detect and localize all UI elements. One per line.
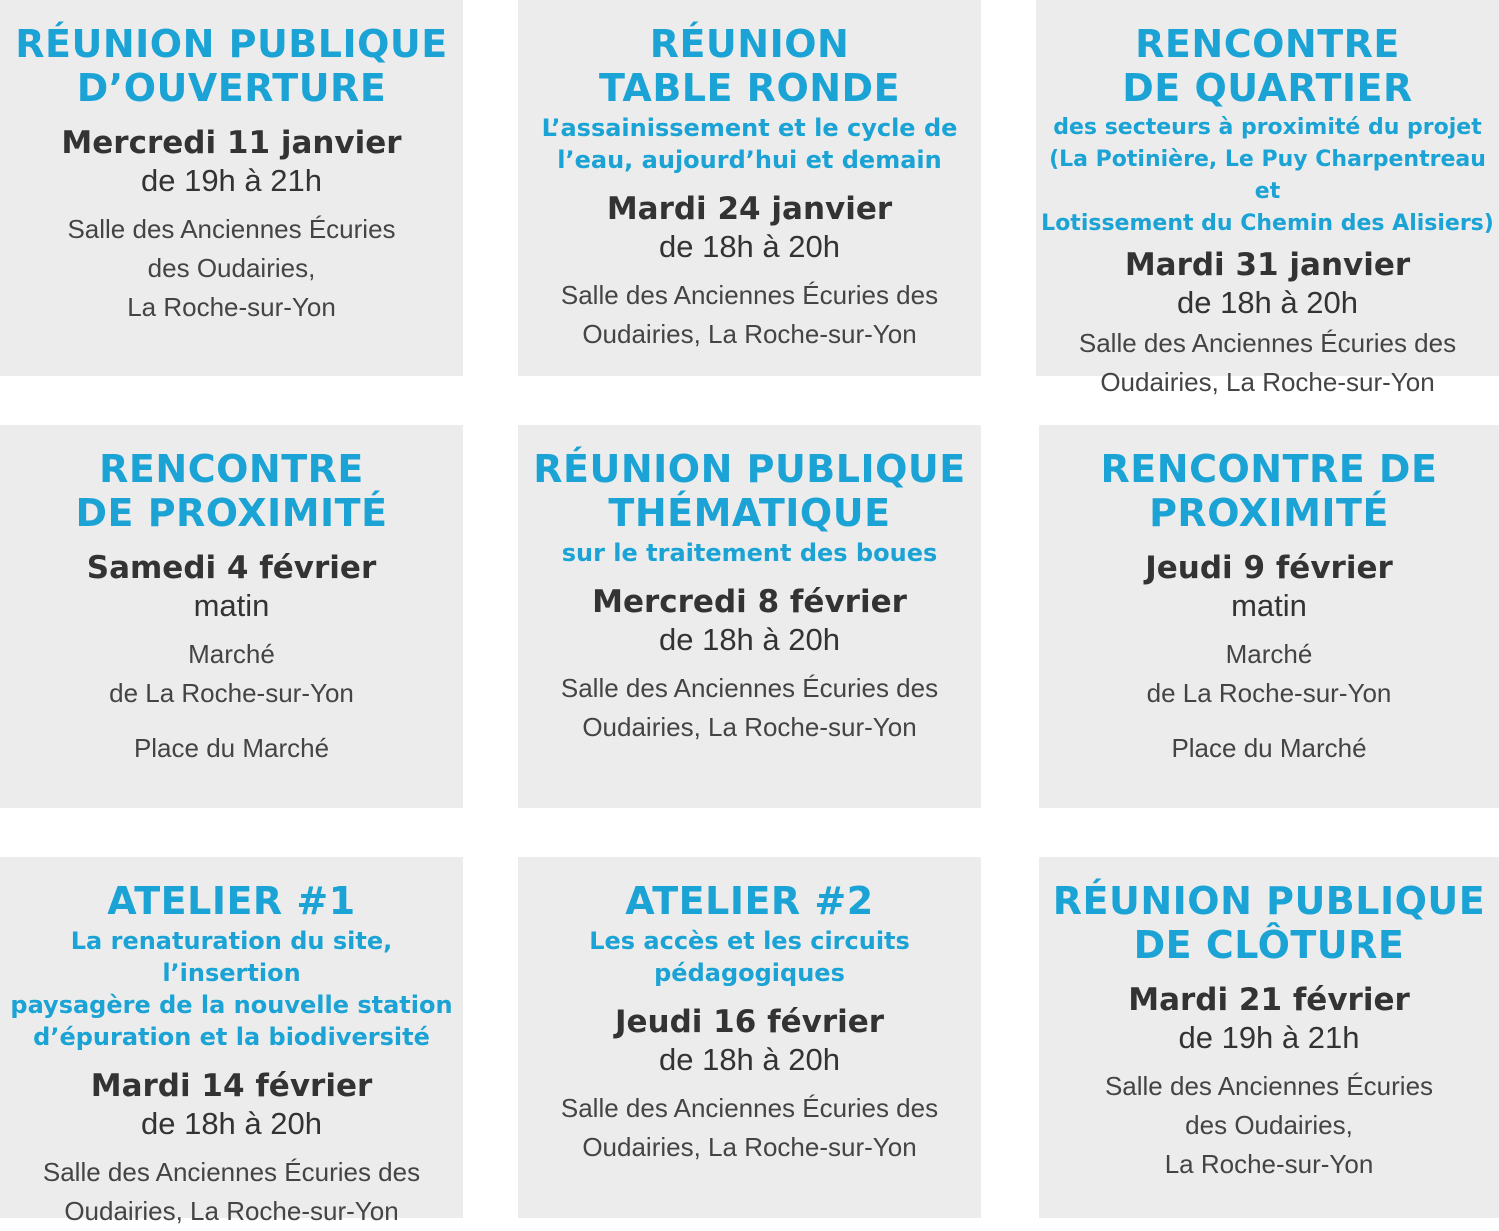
event-place	[0, 210, 463, 327]
event-place-line: des Oudairies,	[1185, 1110, 1353, 1140]
event-title-line: RÉUNION PUBLIQUE	[1052, 879, 1486, 923]
event-place-line: Oudairies, La Roche-sur-Yon	[1100, 367, 1435, 397]
event-place-line: de La Roche-sur-Yon	[109, 678, 354, 708]
event-place-line: Oudairies, La Roche-sur-Yon	[64, 1196, 399, 1226]
event-time: de 18h à 20h	[658, 229, 840, 264]
event-title-line: RÉUNION PUBLIQUE	[533, 447, 966, 491]
event-time: de 18h à 20h	[1176, 285, 1358, 320]
event-title	[518, 879, 981, 923]
event-subtitle	[518, 537, 981, 569]
event-title-line: DE CLÔTURE	[1133, 923, 1405, 967]
event-place-line: Salle des Anciennes Écuries des	[560, 1093, 939, 1123]
event-date: Mardi 21 février	[1128, 982, 1410, 1018]
event-subtitle-line: paysagère de la nouvelle station	[10, 991, 453, 1019]
event-place	[518, 669, 981, 747]
event-subtitle	[518, 112, 981, 176]
event-place-line: La Roche-sur-Yon	[127, 292, 336, 322]
event-subtitle-line: L’assainissement et le cycle de	[541, 114, 958, 142]
event-place-line: Salle des Anciennes Écuries des	[560, 673, 939, 703]
event-title-line: D’OUVERTURE	[76, 66, 387, 110]
event-place-line: Salle des Anciennes Écuries	[1104, 1071, 1434, 1101]
event-date: Mardi 14 février	[90, 1068, 373, 1104]
event-place-line: Oudairies, La Roche-sur-Yon	[582, 1132, 917, 1162]
event-card-opening-meeting	[0, 0, 463, 376]
event-time: matin	[1231, 588, 1307, 623]
event-date: Jeudi 9 février	[1145, 550, 1393, 586]
event-title-line: ATELIER #1	[107, 879, 356, 923]
event-place-line: Salle des Anciennes Écuries des	[1078, 328, 1457, 358]
event-subtitle-line: des secteurs à proximité du projet	[1053, 115, 1482, 140]
event-card-workshop-2	[518, 857, 981, 1218]
event-place	[518, 276, 981, 354]
event-title	[518, 22, 981, 110]
event-title-line: RENCONTRE	[99, 447, 364, 491]
event-place	[0, 635, 463, 713]
event-place-line: Marché	[188, 639, 275, 669]
event-title-line: DE QUARTIER	[1122, 66, 1413, 110]
event-place-line: Salle des Anciennes Écuries des	[560, 280, 939, 310]
event-card-thematic-meeting	[518, 425, 981, 808]
event-date: Mercredi 11 janvier	[61, 125, 402, 161]
event-place	[1039, 1067, 1499, 1184]
event-subtitle-line: Lotissement du Chemin des Alisiers)	[1041, 211, 1494, 236]
event-card-workshop-1	[0, 857, 463, 1226]
event-time: de 19h à 21h	[1178, 1020, 1360, 1055]
event-extra-place: Place du Marché	[133, 733, 330, 763]
event-place-line: Oudairies, La Roche-sur-Yon	[582, 319, 917, 349]
event-title-line: ATELIER #2	[625, 879, 874, 923]
event-time: matin	[193, 588, 270, 623]
event-time: de 18h à 20h	[658, 622, 840, 657]
event-place-line: Oudairies, La Roche-sur-Yon	[582, 712, 917, 742]
event-date: Mercredi 8 février	[592, 584, 907, 620]
event-title-line: TABLE RONDE	[598, 66, 901, 110]
event-title	[1039, 447, 1499, 535]
event-title-line: DE PROXIMITÉ	[75, 491, 388, 535]
event-card-proximity-meeting-2	[1039, 425, 1499, 808]
event-place-line: Salle des Anciennes Écuries des	[42, 1157, 421, 1187]
event-subtitle-line: (La Potinière, Le Puy Charpentreau et	[1049, 147, 1486, 204]
event-date: Mardi 24 janvier	[606, 191, 893, 227]
event-title-line: RENCONTRE	[1135, 22, 1400, 66]
event-title	[0, 447, 463, 535]
event-subtitle-line: La renaturation du site, l’insertion	[70, 927, 393, 987]
event-place	[0, 1153, 463, 1231]
event-place-line: de La Roche-sur-Yon	[1146, 678, 1392, 708]
event-subtitle-line: Les accès et les circuits	[589, 927, 910, 955]
event-card-closing-meeting	[1039, 857, 1499, 1218]
event-time: de 18h à 20h	[140, 1106, 322, 1141]
event-title	[518, 447, 981, 535]
event-subtitle-line: l’eau, aujourd’hui et demain	[557, 146, 942, 174]
event-title-line: THÉMATIQUE	[608, 491, 891, 535]
event-extra-place: Place du Marché	[1171, 733, 1367, 763]
event-place-line: Marché	[1225, 639, 1313, 669]
event-subtitle-line: d’épuration et la biodiversité	[33, 1023, 430, 1051]
event-subtitle	[518, 925, 981, 989]
event-title	[0, 879, 463, 923]
event-card-neighbourhood-meeting	[1036, 0, 1499, 397]
event-place	[1039, 635, 1499, 713]
event-place-line: La Roche-sur-Yon	[1164, 1149, 1374, 1179]
event-date: Samedi 4 février	[86, 550, 377, 586]
event-time: de 18h à 20h	[658, 1042, 840, 1077]
event-card-proximity-meeting-1	[0, 425, 463, 808]
event-subtitle	[1036, 112, 1499, 240]
event-date: Jeudi 16 février	[614, 1004, 885, 1040]
event-title	[1036, 22, 1499, 110]
event-card-round-table	[518, 0, 981, 376]
event-title-line: RENCONTRE DE	[1100, 447, 1438, 491]
event-place	[1036, 324, 1499, 402]
event-subtitle-line: pédagogiques	[654, 959, 845, 987]
event-title	[0, 22, 463, 110]
event-title	[1039, 879, 1499, 967]
event-title-line: PROXIMITÉ	[1149, 491, 1389, 535]
event-subtitle-line: sur le traitement des boues	[561, 539, 938, 567]
event-title-line: RÉUNION	[649, 22, 850, 66]
event-time: de 19h à 21h	[140, 163, 322, 198]
event-title-line: RÉUNION PUBLIQUE	[15, 22, 448, 66]
event-subtitle	[0, 925, 463, 1053]
event-place	[518, 1089, 981, 1167]
event-place-line: des Oudairies,	[147, 253, 316, 283]
event-date: Mardi 31 janvier	[1124, 247, 1411, 283]
event-place-line: Salle des Anciennes Écuries	[67, 214, 396, 244]
